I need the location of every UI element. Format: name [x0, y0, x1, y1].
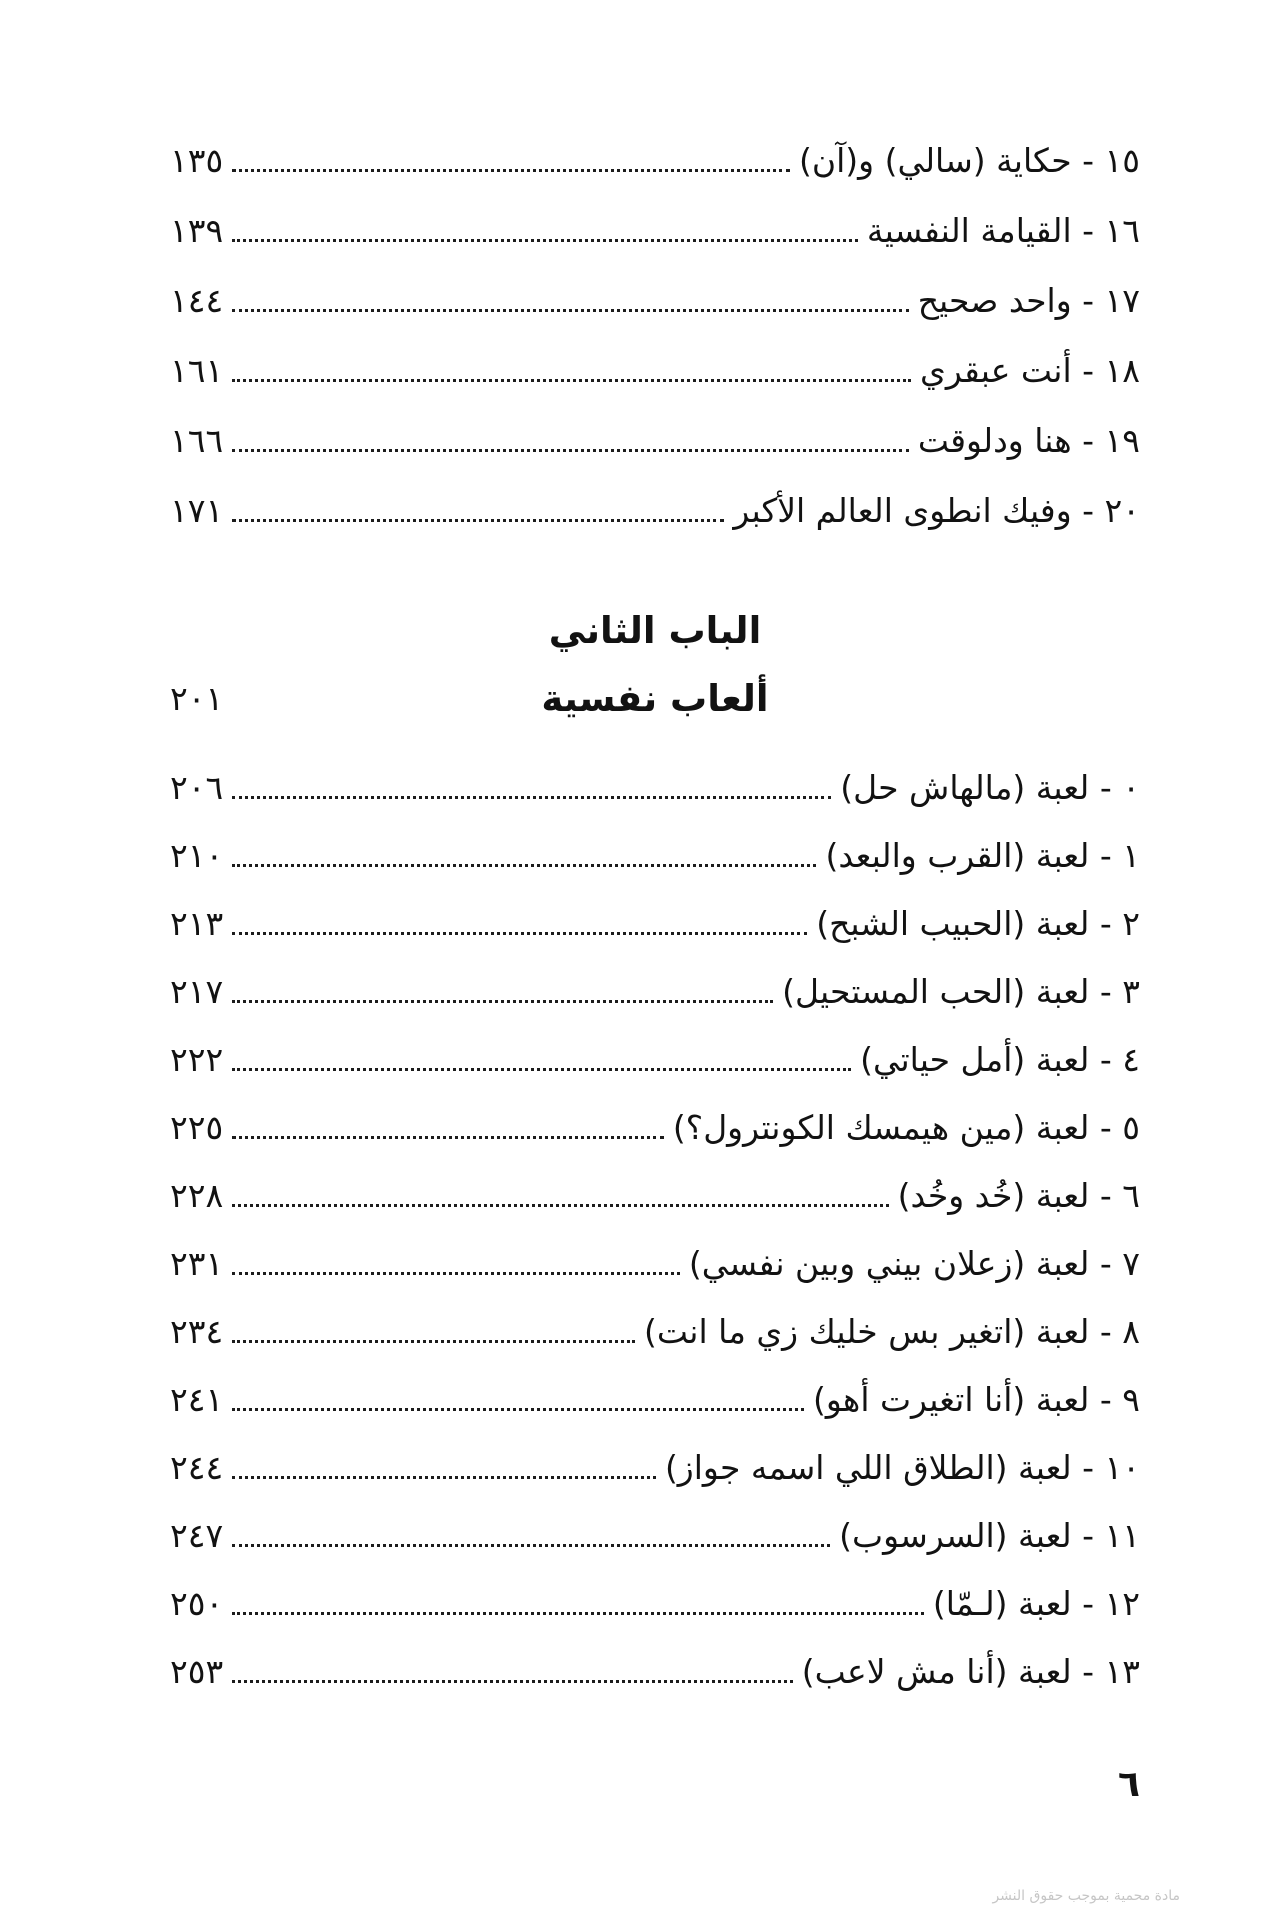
toc-entry-number: ٢ [1122, 904, 1140, 943]
toc-entry [170, 1162, 1140, 1230]
toc-entry-page-number: ١٣٩ [170, 211, 224, 250]
toc-entry [170, 1570, 1140, 1638]
toc-entry-text: لعبة (الحب المستحيل) [782, 972, 1090, 1011]
toc-entry-separator: - [1089, 768, 1123, 807]
toc-entry-page-number: ٢٥٣ [170, 1652, 224, 1691]
dot-leader [232, 932, 807, 935]
toc-entry-text: حكاية (سالي) و(آن) [799, 141, 1072, 180]
toc-entry-page-number: ٢٤٧ [170, 1516, 224, 1555]
toc-entry-page-number: ٢٢٢ [170, 1040, 224, 1079]
toc-section-one [170, 126, 1140, 546]
toc-entry [170, 1434, 1140, 1502]
toc-entry-number: ١٧ [1104, 281, 1140, 320]
toc-entry-text: القيامة النفسية [866, 211, 1072, 250]
dot-leader [232, 1136, 664, 1139]
toc-entry-page-number: ١٦٦ [170, 421, 224, 460]
toc-entry-separator: - [1071, 141, 1105, 180]
toc-entry-title [840, 754, 1140, 822]
toc-entry-title [816, 890, 1140, 958]
toc-section-games [170, 754, 1140, 1706]
toc-entry [170, 890, 1140, 958]
toc-entry-title [799, 126, 1140, 196]
chapter-subtitle: ألعاب نفسية [541, 677, 769, 720]
dot-leader [232, 1068, 851, 1071]
toc-entry-separator: - [1089, 1108, 1123, 1147]
toc-entry-number: ١١ [1104, 1516, 1140, 1555]
dot-leader [232, 239, 858, 242]
toc-entry-text: لعبة (مالهاش حل) [840, 768, 1090, 807]
toc-entry [170, 126, 1140, 196]
dot-leader [232, 1476, 656, 1479]
chapter-title: الباب الثاني [548, 609, 762, 652]
toc-entry [170, 336, 1140, 406]
toc-entry-separator: - [1089, 1380, 1123, 1419]
toc-entry-separator: - [1071, 351, 1105, 390]
toc-entry-number: ١٦ [1104, 211, 1140, 250]
toc-entry-number: ٧ [1122, 1244, 1140, 1283]
toc-entry [170, 1502, 1140, 1570]
toc-entry-page-number: ٢١٧ [170, 972, 224, 1011]
chapter-subtitle-row [170, 666, 1140, 732]
toc-entry-number: ٤ [1122, 1040, 1140, 1079]
toc-entry-title [644, 1298, 1140, 1366]
toc-entry-separator: - [1071, 1516, 1105, 1555]
toc-entry-title [933, 1570, 1140, 1638]
toc-entry [170, 1366, 1140, 1434]
toc-entry [170, 476, 1140, 546]
dot-leader [232, 449, 909, 452]
dot-leader [232, 1340, 635, 1343]
toc-entry-text: لعبة (زعلان بيني وبين نفسي) [688, 1244, 1090, 1283]
toc-entry-text: لعبة (أنا اتغيرت أهو) [813, 1380, 1090, 1419]
toc-entry [170, 1026, 1140, 1094]
toc-entry-number: ٨ [1122, 1312, 1140, 1351]
toc-entry-page-number: ٢٢٨ [170, 1176, 224, 1215]
toc-entry-text: لعبة (السرسوب) [839, 1516, 1072, 1555]
toc-entry-number: ٣ [1122, 972, 1140, 1011]
toc-entry-separator: - [1071, 491, 1105, 530]
toc-entry-text: لعبة (اتغير بس خليك زي ما انت) [644, 1312, 1090, 1351]
toc-entry [170, 822, 1140, 890]
toc-entry-separator: - [1089, 1244, 1123, 1283]
toc-entry-separator: - [1089, 972, 1123, 1011]
toc-entry [170, 1638, 1140, 1706]
toc-entry-title [813, 1366, 1140, 1434]
toc-entry-page-number: ٢٣٤ [170, 1312, 224, 1351]
toc-entry [170, 1230, 1140, 1298]
toc-entry-number: ١٢ [1104, 1584, 1140, 1623]
toc-entry-number: ١٠ [1104, 1448, 1140, 1487]
toc-entry-title [839, 1502, 1140, 1570]
toc-entry-separator: - [1089, 836, 1123, 875]
toc-entry-title [665, 1434, 1140, 1502]
toc-entry [170, 196, 1140, 266]
dot-leader [232, 1680, 793, 1683]
toc-entry-text: لعبة (الطلاق اللي اسمه جواز) [664, 1448, 1072, 1487]
dot-leader [232, 519, 724, 522]
toc-entry-number: ٦ [1122, 1176, 1140, 1215]
toc-entry-separator: - [1071, 1448, 1105, 1487]
toc-entry [170, 958, 1140, 1026]
copyright-watermark: مادة محمية بموجب حقوق النشر [992, 1888, 1180, 1904]
toc-entry-text: أنت عبقري [920, 351, 1072, 390]
toc-entry-number: ١ [1122, 836, 1140, 875]
toc-entry-page-number: ٢٣١ [170, 1244, 224, 1283]
toc-entry-title [733, 476, 1140, 546]
dot-leader [232, 1612, 924, 1615]
toc-entry-title [918, 406, 1140, 476]
toc-entry-number: ٢٠ [1104, 491, 1140, 530]
toc-entry-separator: - [1089, 904, 1123, 943]
toc-entry-text: لعبة (أمل حياتي) [860, 1040, 1090, 1079]
toc-entry-separator: - [1089, 1312, 1123, 1351]
toc-entry-text: لعبة (مين هيمسك الكونترول؟) [672, 1108, 1090, 1147]
toc-entry-separator: - [1071, 281, 1105, 320]
chapter-heading [170, 596, 1140, 732]
toc-entry-text: لعبة (الحبيب الشبح) [816, 904, 1090, 943]
toc-entry-text: هنا ودلوقت [917, 421, 1072, 460]
toc-entry-page-number: ١٤٤ [170, 281, 224, 320]
toc-entry-separator: - [1071, 211, 1105, 250]
dot-leader [232, 1204, 888, 1207]
dot-leader [232, 1408, 804, 1411]
dot-leader [232, 1544, 830, 1547]
toc-entry [170, 406, 1140, 476]
toc-entry-text: لعبة (أنا مش لاعب) [801, 1652, 1072, 1691]
toc-entry-title [689, 1230, 1140, 1298]
toc-entry-text: لعبة (القرب والبعد) [825, 836, 1090, 875]
dot-leader [232, 796, 831, 799]
toc-entry-title [860, 1026, 1140, 1094]
toc-entry-page-number: ٢١٠ [170, 836, 224, 875]
toc-entry [170, 1094, 1140, 1162]
toc-entry-text: وفيك انطوى العالم الأكبر [733, 491, 1072, 530]
toc-entry-separator: - [1071, 1652, 1105, 1691]
toc-entry-title [825, 822, 1140, 890]
dot-leader [232, 1272, 680, 1275]
dot-leader [232, 1000, 773, 1003]
toc-entry-number: ١٨ [1104, 351, 1140, 390]
toc-entry-title [920, 336, 1140, 406]
toc-entry-page-number: ١٣٥ [170, 141, 224, 180]
current-page-number: ٦ [1118, 1764, 1140, 1805]
toc-entry-text: لعبة (لـمّا) [932, 1584, 1072, 1623]
toc-entry-number: ١٥ [1104, 141, 1140, 180]
toc-entry-title [898, 1162, 1140, 1230]
toc-entry [170, 266, 1140, 336]
toc-entry-title [802, 1638, 1140, 1706]
toc-entry-number: ١٩ [1104, 421, 1140, 460]
toc-entry-page-number: ٢٤٤ [170, 1448, 224, 1487]
toc-entry-text: لعبة (خُد وخُد) [897, 1176, 1090, 1215]
dot-leader [232, 309, 909, 312]
toc-entry-title [673, 1094, 1140, 1162]
toc-entry [170, 754, 1140, 822]
toc-entry-page-number: ٢٢٥ [170, 1108, 224, 1147]
toc-entry-separator: - [1071, 1584, 1105, 1623]
toc-entry-number: ٩ [1122, 1380, 1140, 1419]
toc-entry-separator: - [1089, 1176, 1123, 1215]
toc-entry-number: ٥ [1122, 1108, 1140, 1147]
toc-entry [170, 1298, 1140, 1366]
toc-entry-page-number: ٢١٣ [170, 904, 224, 943]
dot-leader [232, 864, 816, 867]
toc-entry-separator: - [1071, 421, 1105, 460]
chapter-page-number: ٢٠١ [170, 679, 224, 718]
toc-entry-page-number: ٢٠٦ [170, 768, 224, 807]
toc-entry-page-number: ١٦١ [170, 351, 224, 390]
toc-entry-title [867, 196, 1140, 266]
dot-leader [232, 169, 790, 172]
toc-entry-title [918, 266, 1140, 336]
toc-entry-number: ١٣ [1104, 1652, 1140, 1691]
dot-leader [232, 379, 911, 382]
toc-entry-page-number: ٢٤١ [170, 1380, 224, 1419]
toc-entry-page-number: ١٧١ [170, 491, 224, 530]
toc-entry-separator: - [1089, 1040, 1123, 1079]
toc-entry-title [782, 958, 1140, 1026]
toc-entry-text: واحد صحيح [917, 281, 1072, 320]
toc-entry-number: ٠ [1122, 768, 1140, 807]
toc-entry-page-number: ٢٥٠ [170, 1584, 224, 1623]
